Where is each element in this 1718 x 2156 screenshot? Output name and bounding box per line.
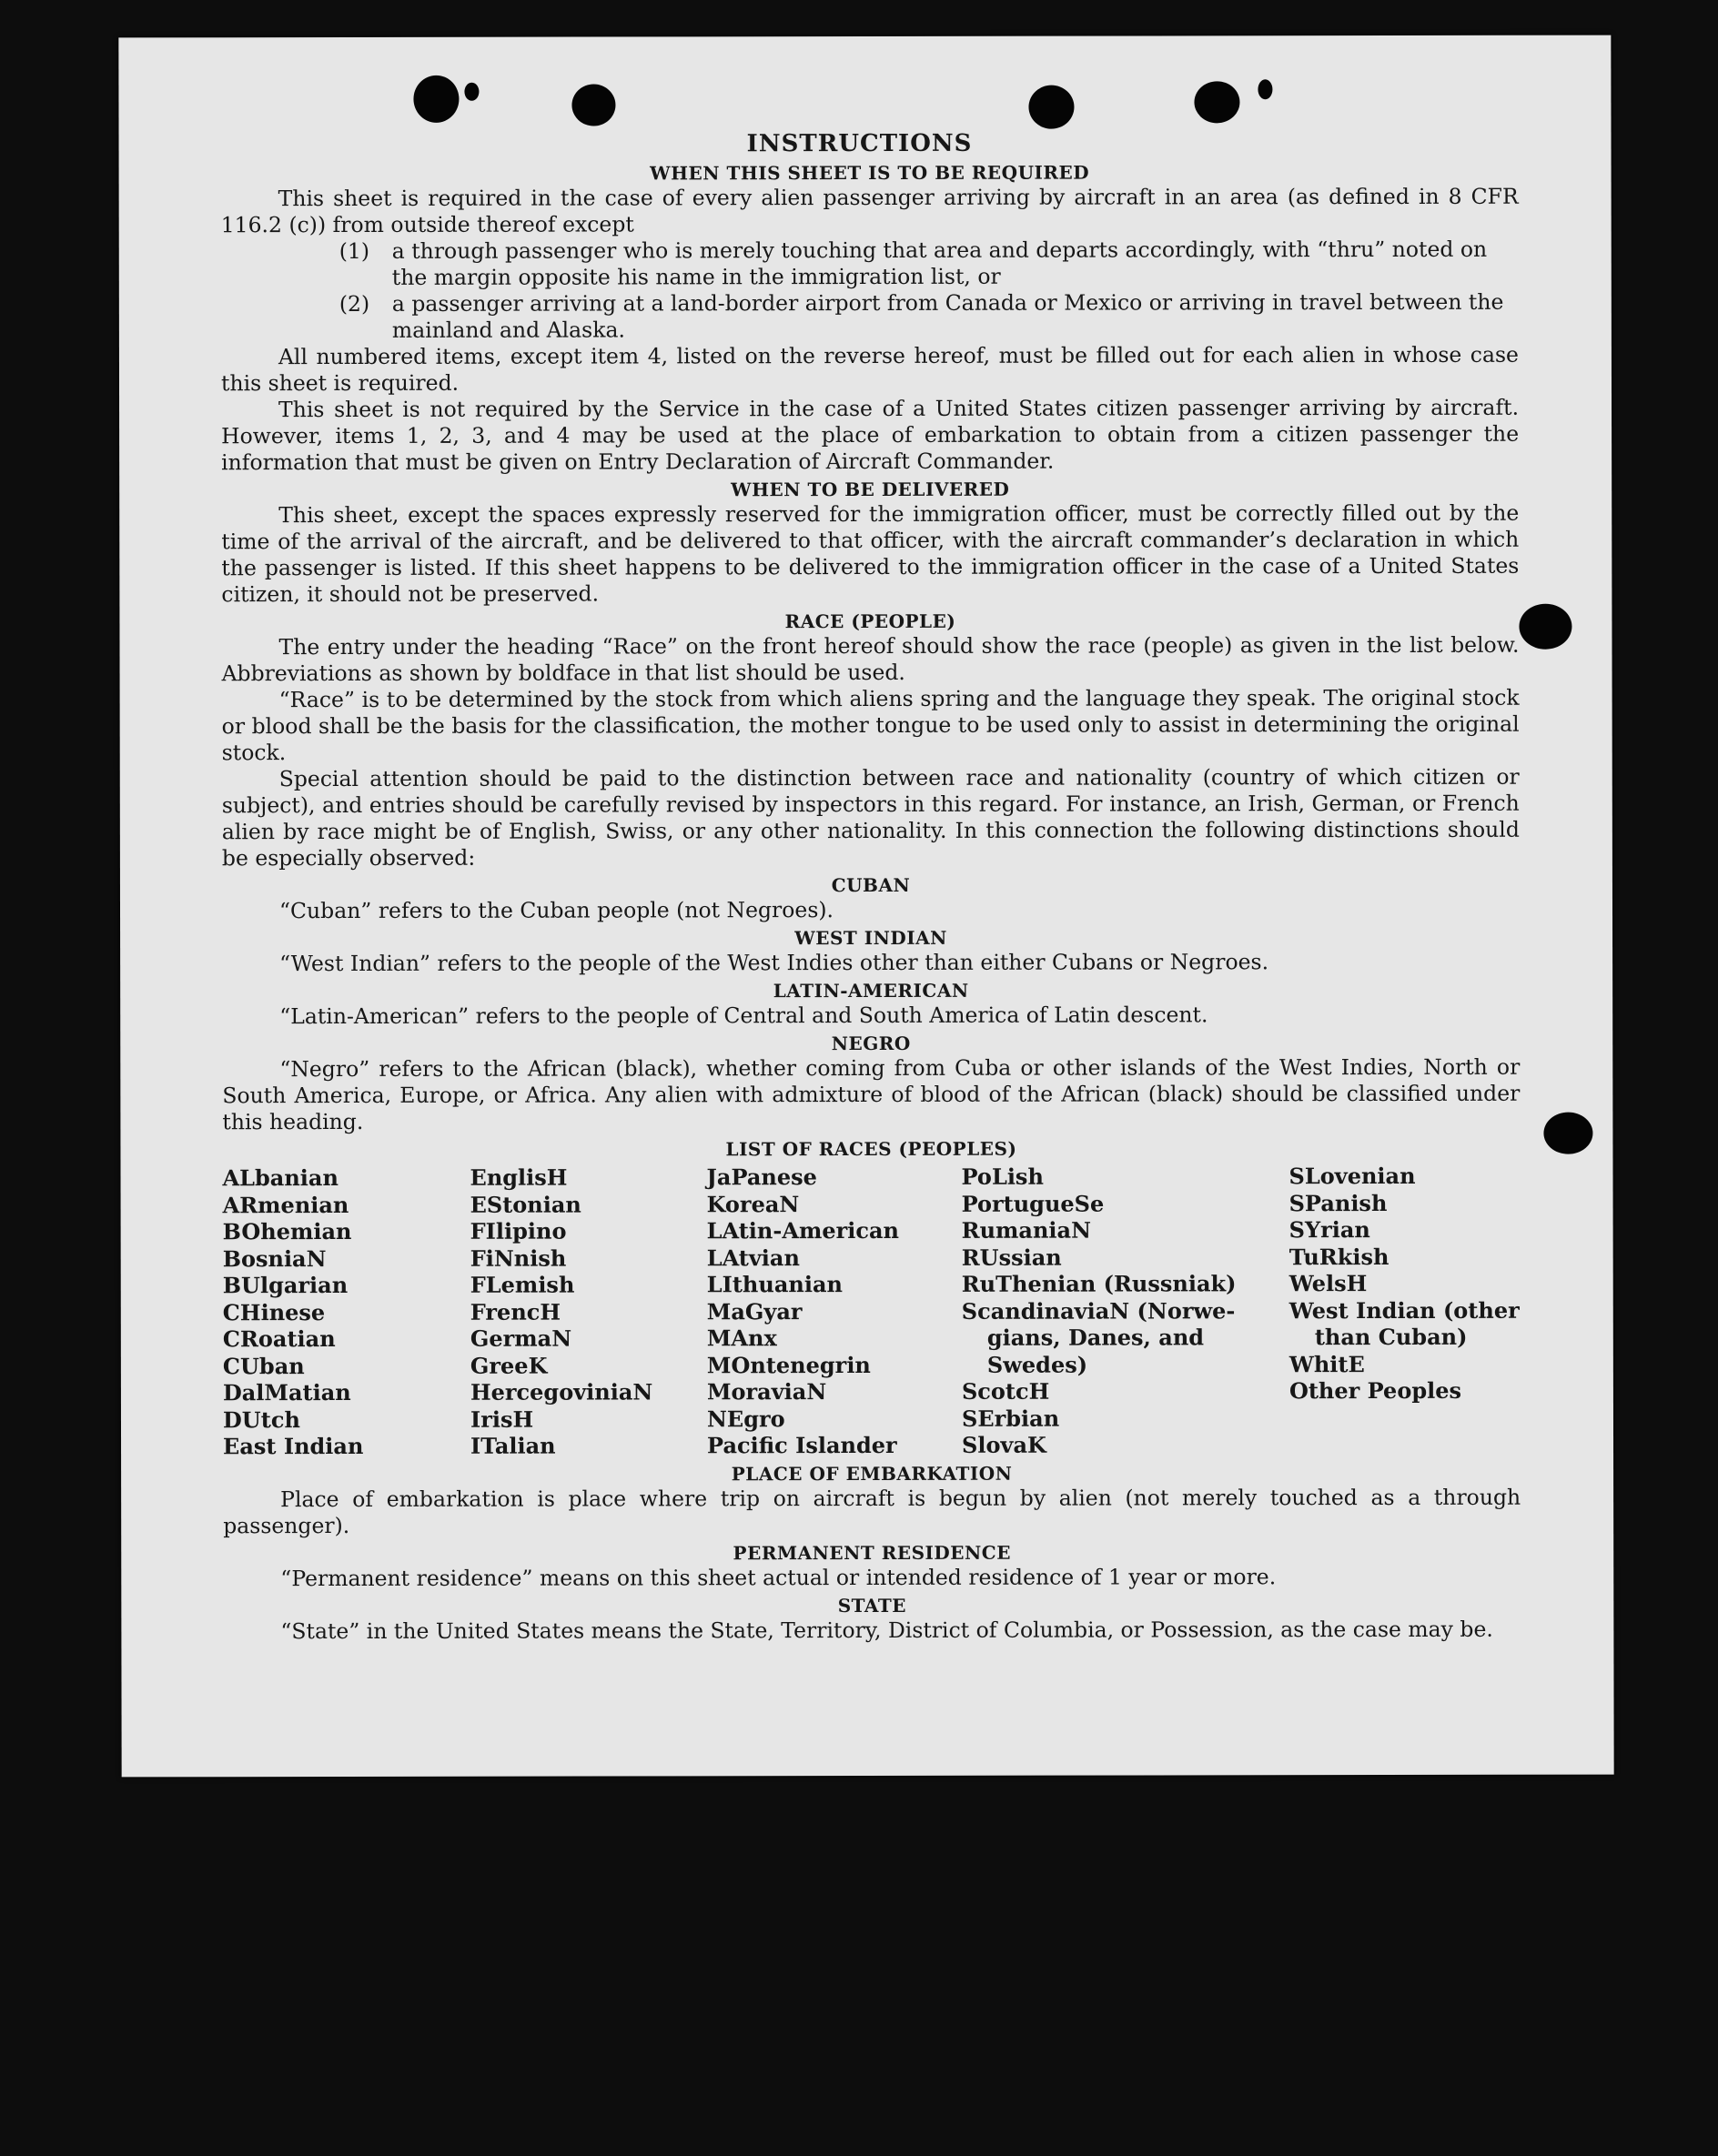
heading-west-indian: WEST INDIAN: [794, 926, 947, 950]
ink-blot: [1519, 604, 1571, 650]
race-item: SErbian: [961, 1405, 1060, 1432]
race-item: CRoatian: [222, 1325, 336, 1353]
race-item: ScandinaviaN (Norwe-: [961, 1296, 1236, 1325]
race-item: GermaN: [470, 1325, 572, 1352]
race-item: Swedes): [986, 1351, 1088, 1378]
races-column-1: [222, 1164, 470, 1460]
race-item: ALbanian: [222, 1164, 339, 1192]
definition-cuban: “Cuban” refers to the Cuban people (not Negroes).: [278, 897, 834, 924]
race-item: than Cuban): [1314, 1323, 1468, 1351]
paragraph: “Race” is to be determined by the stock from which aliens spring and the language they speak. The original stock or blood shall be the basis for the classification, the mother tongue to be used only to assist in determining the original stock.: [221, 684, 1520, 766]
race-item: ARmenian: [222, 1191, 349, 1218]
race-item: MAnx: [706, 1325, 777, 1352]
race-item: MaGyar: [706, 1297, 803, 1325]
race-item: RUssian: [961, 1244, 1062, 1271]
paragraph: Special attention should be paid to the distinction between race and nationality (country of which citizen or subject), and entries should be carefully revised by inspectors in this regard. For instance, an Irish, German, or French alien by race might be of English, Swiss, or any other nationality. In this connection the following distinctions should be especially observed:: [221, 763, 1520, 871]
exception-item-2: [339, 289, 1519, 344]
race-item: BosniaN: [222, 1244, 327, 1272]
punch-hole: [1258, 79, 1272, 99]
race-item: RuThenian (Russniak): [961, 1270, 1237, 1297]
race-item: KoreaN: [706, 1190, 800, 1217]
race-item: Other Peoples: [1288, 1376, 1462, 1405]
race-item: BUlgarian: [222, 1271, 349, 1299]
punch-hole: [413, 76, 459, 123]
definition-west-indian: “West Indian” refers to the people of the West Indies other than either Cubans or Negroes.: [279, 949, 1269, 977]
heading-when-delivered: WHEN TO BE DELIVERED: [731, 478, 1010, 501]
race-item: WhitE: [1288, 1350, 1365, 1377]
heading-latin-american: LATIN-AMERICAN: [773, 979, 969, 1002]
race-item: JaPanese: [706, 1164, 817, 1191]
race-item: FrencH: [470, 1298, 561, 1325]
race-item: WelsH: [1288, 1270, 1368, 1297]
heading-state: STATE: [837, 1594, 907, 1617]
heading-list-of-races: LIST OF RACES (PEOPLES): [725, 1137, 1017, 1161]
races-column-5: [1288, 1163, 1521, 1458]
definition-permanent-residence: “Permanent residence” means on this sheet actual or intended residence of 1 year or more.: [280, 1563, 1277, 1591]
race-item: CHinese: [222, 1298, 326, 1325]
race-item: SLovenian: [1288, 1162, 1416, 1190]
heading-race: RACE (PEOPLE): [784, 610, 956, 633]
races-list: [222, 1163, 1521, 1460]
paragraph: This sheet, except the spaces expressly reserved for the immigration officer, must be correctly filled out by the time of the arrival of the aircraft, and be delivered to that officer, with the aircraft commander’s declaration in which the passenger is listed. If this sheet happens to be delivered to the immigration officer in the case of a United States citizen, it should not be preserved.: [221, 499, 1520, 608]
race-item: GreeK: [470, 1352, 548, 1379]
race-item: DalMatian: [222, 1378, 351, 1406]
race-item: HercegoviniaN: [470, 1378, 653, 1405]
race-item: BOhemian: [222, 1217, 352, 1245]
race-item: EnglisH: [470, 1164, 568, 1191]
definition-state: “State” in the United States means the State, Territory, District of Columbia, or Possession, as the case may be.: [280, 1616, 1493, 1644]
ink-blot: [1543, 1113, 1592, 1154]
race-item: PortugueSe: [961, 1190, 1105, 1217]
heading-cuban: CUBAN: [831, 873, 911, 897]
race-item: LAtvian: [706, 1244, 800, 1271]
instructions-content: [221, 128, 1521, 1645]
race-item: NEgro: [706, 1405, 785, 1432]
race-item: FLemish: [470, 1271, 575, 1298]
heading-permanent-residence: PERMANENT RESIDENCE: [733, 1541, 1011, 1564]
races-column-4: [961, 1163, 1289, 1458]
item-number: (1): [339, 237, 370, 265]
race-item: FiNnish: [470, 1244, 567, 1272]
race-item: MOntenegrin: [706, 1351, 871, 1378]
punch-hole: [464, 83, 479, 101]
race-item: PoLish: [961, 1163, 1044, 1190]
paragraph: All numbered items, except item 4, listed on the reverse hereof, must be filled out for each alien in whose case this sheet is required.: [220, 341, 1519, 397]
item-text: a passenger arriving at a land-border airport from Canada or Mexico or arriving in travel between the mainland and Alaska.: [391, 288, 1504, 343]
punch-hole: [1194, 81, 1239, 123]
item-number: (2): [339, 290, 370, 317]
race-item: ITalian: [470, 1432, 556, 1459]
race-item: ScotcH: [961, 1377, 1050, 1405]
race-item: SlovaK: [962, 1431, 1046, 1458]
race-item: CUban: [222, 1352, 305, 1379]
race-item: SYrian: [1288, 1216, 1370, 1244]
race-item: LAtin-American: [706, 1216, 900, 1244]
heading-place-of-embarkation: PLACE OF EMBARKATION: [731, 1462, 1013, 1485]
race-item: LIthuanian: [706, 1271, 843, 1298]
definition-negro: “Negro” refers to the African (black), whether coming from Cuba or other islands of the West Indies, North or South America, Europe, or Africa. Any alien with admixture of blood of the African (black) should be classified under this heading.: [222, 1053, 1521, 1135]
punch-hole: [1028, 86, 1074, 129]
race-item: East Indian: [223, 1432, 364, 1460]
definition-embarkation: Place of embarkation is place where trip on aircraft is begun by alien (not merely touched as a through passenger).: [223, 1484, 1521, 1538]
item-text: a through passenger who is merely touching that area and departs accordingly, with “thru” noted on the margin opposite his name in the immigration list, or: [391, 236, 1488, 290]
paragraph: The entry under the heading “Race” on the front hereof should show the race (people) as given in the list below. Abbreviations as shown by boldface in that list should be used.: [221, 631, 1520, 687]
race-item: DUtch: [222, 1405, 300, 1433]
race-item: TuRkish: [1288, 1243, 1390, 1270]
race-item: MoraviaN: [706, 1378, 827, 1405]
heading-negro: NEGRO: [831, 1032, 911, 1055]
races-column-2: [470, 1164, 707, 1459]
race-item: West Indian (other: [1288, 1296, 1520, 1324]
race-item: gians, Danes, and: [986, 1324, 1205, 1351]
paragraph: This sheet is required in the case of every alien passenger arriving by aircraft in an area (as defined in 8 CFR 116.2 (c)) from outside thereof except: [220, 183, 1519, 238]
race-item: SPanish: [1288, 1189, 1388, 1216]
punch-hole: [571, 84, 615, 126]
race-item: EStonian: [470, 1191, 581, 1218]
race-item: Pacific Islander: [707, 1431, 897, 1459]
race-item: RumaniaN: [961, 1216, 1092, 1244]
definition-latin-american: “Latin-American” refers to the people of Central and South America of Latin descent.: [279, 1002, 1208, 1030]
race-item: IrisH: [470, 1405, 534, 1433]
exception-item-1: [339, 237, 1519, 291]
paragraph: This sheet is not required by the Service in the case of a United States citizen passenger arriving by aircraft. However, items 1, 2, 3, and 4 may be used at the place of embarkation to obtain from a citizen passenger the information that must be given on Entry Declaration of Aircraft Commander.: [221, 394, 1520, 476]
page-title: INSTRUCTIONS: [746, 129, 973, 158]
document-page: [118, 35, 1613, 1778]
heading-when-required: WHEN THIS SHEET IS TO BE REQUIRED: [650, 161, 1090, 185]
race-item: FIlipino: [470, 1217, 567, 1244]
races-column-3: [706, 1164, 962, 1459]
